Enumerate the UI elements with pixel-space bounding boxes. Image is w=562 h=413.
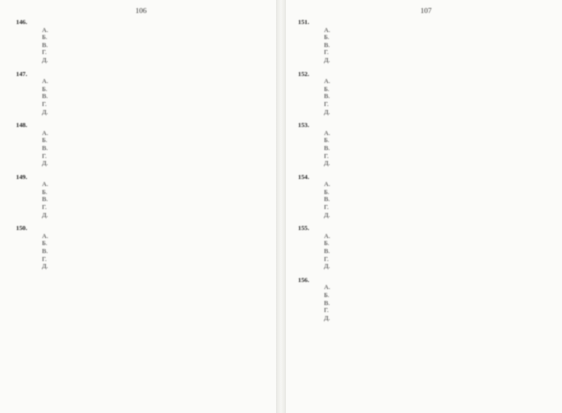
option-text [333,57,554,65]
answer-options [298,181,554,219]
option-text [51,130,266,138]
question [298,225,554,271]
option-letter: Б. [42,137,48,145]
question-header [298,225,554,233]
answer-option [42,57,266,65]
answer-option [324,284,554,292]
option-text [51,42,266,50]
answer-option [324,233,554,241]
option-letter: А. [324,284,331,292]
option-letter: Б. [324,85,330,93]
answer-option [324,263,554,271]
option-text [333,256,554,264]
option-letter: Д. [324,263,330,271]
question [298,277,554,323]
option-letter: В. [42,144,48,152]
answer-option [324,93,554,101]
option-text [333,153,554,161]
question-number: 155. [298,225,310,233]
option-letter: А. [42,78,49,86]
answer-option [324,101,554,109]
question-header [16,122,266,130]
question [298,122,554,168]
answer-option [42,78,266,86]
answer-option [324,189,554,197]
option-letter: В. [42,248,48,256]
option-letter: Д. [324,108,330,116]
option-text [51,49,266,57]
option-text [333,263,554,271]
answer-options [16,181,266,219]
answer-option [324,86,554,94]
option-text [51,212,266,220]
option-text [51,34,266,42]
answer-option [324,78,554,86]
question-text [30,19,266,27]
option-text [51,248,266,256]
option-letter: Б. [42,188,48,196]
answer-options [16,130,266,168]
question-text [312,225,554,233]
option-text [333,86,554,94]
option-letter: В. [324,93,330,101]
option-text [333,27,554,35]
question-text [30,122,266,130]
answer-option [42,49,266,57]
answer-option [42,160,266,168]
option-letter: Г. [42,49,47,57]
option-letter: А. [42,26,49,34]
option-letter: Б. [42,85,48,93]
question [16,225,266,271]
left-page [0,0,276,413]
option-letter: А. [324,181,331,189]
option-letter: Б. [42,34,48,42]
option-text [333,130,554,138]
answer-option [324,34,554,42]
question-header [298,122,554,130]
answer-option [42,181,266,189]
option-letter: Д. [42,56,48,64]
option-letter: Г. [42,255,47,263]
question-number: 149. [16,173,28,181]
question-number: 151. [298,19,310,26]
answer-option [324,160,554,168]
question [298,19,554,65]
option-text [333,101,554,109]
answer-option [324,109,554,117]
option-letter: А. [324,26,331,34]
question-number: 147. [16,70,28,78]
question-header [16,225,266,233]
option-text [333,196,554,204]
answer-option [42,34,266,42]
option-text [51,160,266,168]
answer-option [42,256,266,264]
option-text [51,263,266,271]
option-text [51,145,266,153]
option-text [51,153,266,161]
answer-option [42,109,266,117]
right-page [286,0,562,413]
answer-options [298,27,554,65]
answer-option [42,153,266,161]
option-letter: Д. [42,211,48,219]
option-letter: Г. [324,49,329,57]
answer-option [42,27,266,35]
option-letter: Б. [324,188,330,196]
option-letter: Д. [324,160,330,168]
question-number: 148. [16,122,28,130]
answer-option [42,240,266,248]
option-text [51,86,266,94]
option-text [51,78,266,86]
option-text [51,93,266,101]
answer-option [42,86,266,94]
option-text [333,49,554,57]
question-number: 156. [298,276,310,284]
question-header [298,277,554,285]
option-letter: Б. [42,240,48,248]
answer-option [324,27,554,35]
option-letter: А. [42,181,49,189]
answer-option [324,315,554,323]
answer-option [42,263,266,271]
option-text [51,189,266,197]
option-text [333,189,554,197]
question-text [312,71,554,79]
option-letter: А. [324,78,331,86]
option-letter: Д. [324,211,330,219]
answer-option [324,145,554,153]
question-number: 150. [16,225,28,233]
option-text [333,181,554,189]
question-header [16,19,266,27]
answer-option [324,42,554,50]
question-header [16,174,266,182]
answer-option [42,101,266,109]
option-letter: Б. [324,292,330,299]
option-text [333,212,554,220]
answer-option [324,300,554,308]
option-letter: В. [324,299,330,307]
option-letter: А. [324,129,331,137]
option-text [333,93,554,101]
question [16,19,266,65]
answer-options [16,78,266,116]
option-text [333,292,554,300]
option-text [333,137,554,145]
option-text [333,233,554,241]
option-letter: Б. [324,137,330,145]
option-letter: Д. [42,263,48,271]
answer-options [298,284,554,322]
answer-option [42,212,266,220]
option-letter: Д. [42,160,48,168]
option-letter: А. [42,232,49,240]
answer-option [42,248,266,256]
option-letter: Б. [324,240,330,248]
answer-option [42,137,266,145]
question [16,71,266,117]
option-text [51,57,266,65]
answer-option [42,189,266,197]
question-text [312,174,554,182]
question [298,71,554,117]
option-text [333,248,554,256]
answer-option [42,145,266,153]
answer-option [324,240,554,248]
answer-option [324,212,554,220]
option-letter: Г. [324,100,329,108]
option-text [51,233,266,241]
option-text [51,101,266,109]
option-text [333,160,554,168]
option-letter: В. [42,41,48,49]
option-text [51,256,266,264]
option-letter: В. [324,41,330,49]
answer-option [324,256,554,264]
question-text [30,225,266,233]
answer-option [42,42,266,50]
option-text [333,307,554,315]
question [16,122,266,168]
option-text [333,240,554,248]
answer-option [42,93,266,101]
option-text [333,34,554,42]
option-text [333,284,554,292]
answer-options [298,130,554,168]
option-letter: В. [324,248,330,256]
option-letter: В. [42,196,48,204]
question-header [298,19,554,27]
answer-options [16,233,266,271]
option-text [333,145,554,153]
page-number: 107 [420,6,432,15]
question [16,174,266,220]
page-number: 106 [135,6,147,15]
answer-option [324,57,554,65]
option-text [51,109,266,117]
option-text [333,300,554,308]
option-text [51,240,266,248]
option-letter: Д. [42,108,48,116]
option-text [51,27,266,35]
option-letter: А. [42,129,49,137]
answer-options [16,27,266,65]
option-letter: А. [324,232,331,240]
question-header [16,71,266,79]
option-letter: Г. [324,152,329,160]
answer-option [324,307,554,315]
option-letter: В. [324,144,330,152]
answer-option [324,181,554,189]
question-number: 154. [298,173,310,181]
option-text [51,181,266,189]
answer-option [42,233,266,241]
option-text [333,315,554,323]
question-text [30,71,266,79]
option-letter: Б. [324,34,330,42]
question-list [298,19,554,322]
question [298,174,554,220]
answer-option [324,196,554,204]
answer-option [324,204,554,212]
page-gutter [276,0,286,413]
question-text [30,174,266,182]
option-text [333,109,554,117]
option-text [333,204,554,212]
question-text [312,19,554,27]
question-text [312,277,554,285]
option-letter: Г. [42,152,47,160]
answer-option [324,130,554,138]
question-number: 146. [16,19,28,26]
question-number: 153. [298,122,310,130]
option-text [51,137,266,145]
question-text [312,122,554,130]
option-letter: Г. [42,204,47,212]
option-letter: В. [42,93,48,101]
option-text [333,42,554,50]
question-number: 152. [298,70,310,78]
question-header [298,71,554,79]
question-list [16,19,266,271]
answer-option [42,204,266,212]
option-text [333,78,554,86]
question-header [298,174,554,182]
option-letter: Д. [324,314,330,322]
answer-options [298,78,554,116]
option-text [51,196,266,204]
answer-option [324,49,554,57]
option-letter: В. [324,196,330,204]
option-letter: Д. [324,56,330,64]
option-letter: Г. [324,204,329,212]
answer-option [324,248,554,256]
answer-option [324,153,554,161]
option-text [51,204,266,212]
answer-option [42,196,266,204]
option-letter: Г. [324,255,329,263]
answer-option [42,130,266,138]
answer-options [298,233,554,271]
option-letter: Г. [42,100,47,108]
answer-option [324,137,554,145]
option-letter: Г. [324,307,329,315]
answer-option [324,292,554,300]
